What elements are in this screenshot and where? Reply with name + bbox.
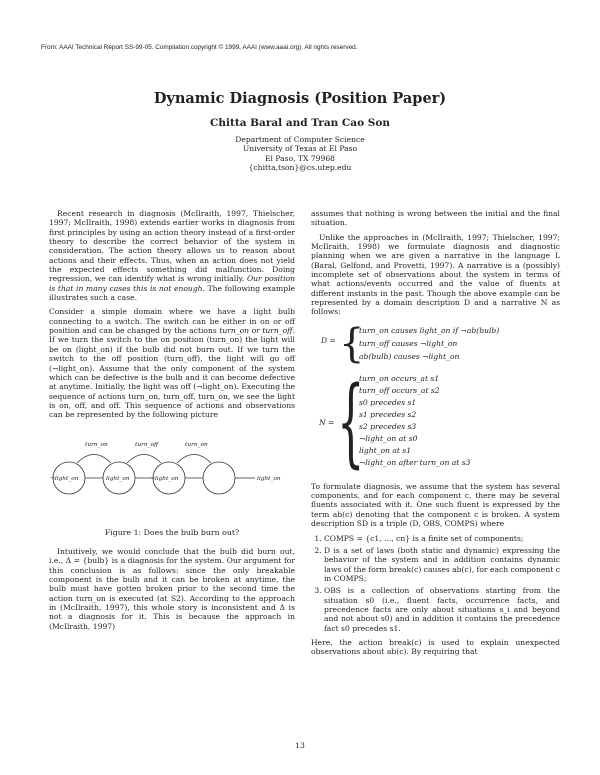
right-column bbox=[311, 209, 560, 662]
affiliation-line: University of Texas at El Paso bbox=[242, 144, 358, 154]
node-label: ¬light_on bbox=[50, 475, 79, 482]
action-label: turn_on bbox=[185, 441, 208, 448]
paragraph-intro bbox=[49, 209, 295, 302]
domain-law: turn_on causes light_on if ¬ab(bulb) bbox=[359, 325, 500, 335]
example-actions: turn_on or turn_off. bbox=[219, 326, 295, 336]
situation-node bbox=[203, 462, 235, 494]
paragraph-break-action: Here, the action break(c) is used to explain unexpected observations about ab(c). By requiring that bbox=[311, 637, 560, 657]
list-item: 1. COMPS = {c1, ..., cn} is a finite set of components; bbox=[324, 534, 560, 543]
figure-1 bbox=[49, 426, 295, 526]
domain-description bbox=[311, 322, 560, 368]
intro-text: Recent research in diagnosis (McIlraith, 1997, Thielscher, 1997; McIlraith, 1998) extends earlier works in diagnosis from first principles by using an action theory instead of a first-order theory to describe the correct behavior of the system in consideration. The action theory allows us to reason about actions and their effects. Thus, when an action does not yield the expected effects something did malfunction. Doing regression, we can identify what is wrong initially. bbox=[49, 209, 295, 284]
list-item: 3. OBS is a collection of observations starting from the situation s0 (i.e., fluent facts, occurrence facts, and precedence facts are only about situations s_i and beyond and not about s0) and in addition it contains the precedence fact s0 precedes s1. bbox=[324, 586, 560, 633]
copyright-header: From: AAAI Technical Report SS-99-05. Compilation copyright © 1999, AAAI (www.aaai.org). All rights reserved. bbox=[41, 44, 358, 51]
page-number: 13 bbox=[295, 741, 305, 750]
affiliation-email: {chitta,tson}@cs.utep.edu bbox=[248, 163, 352, 173]
narrative-fact: turn_on occurs_at s1 bbox=[359, 373, 440, 383]
left-column bbox=[49, 209, 295, 636]
affiliation-line: Department of Computer Science bbox=[235, 135, 365, 144]
node-label: light_on bbox=[106, 475, 130, 482]
figure-diagram bbox=[49, 426, 295, 526]
paragraph-example bbox=[49, 307, 295, 419]
definition-list bbox=[311, 534, 560, 633]
node-label: light_on bbox=[257, 475, 281, 482]
narrative-fact: ¬light_on after turn_on at s3 bbox=[359, 457, 471, 467]
action-label: turn_on bbox=[85, 441, 108, 448]
action-label: turn_off bbox=[135, 441, 159, 448]
domain-law: turn_off causes ¬light_on bbox=[359, 338, 458, 348]
narrative-fact: ¬light_on at s0 bbox=[359, 433, 418, 443]
brace: { bbox=[337, 365, 365, 478]
paragraph-approach: Unlike the approaches in (McIlraith, 1997; Thielscher, 1997; McIlraith, 1998) we formulate diagnosis and diagnostic planning when we are given a narrative in the language L (Baral, Gelfond, and Provetti, 1997). A narrative is a (possibly) incomplete set of observations about the system in terms of what actions/events occurred and the value of fluents at different instants in the past. Though the above example can be represented by a domain description D and a narrative N as follows: bbox=[311, 232, 560, 317]
affiliation bbox=[0, 135, 600, 173]
list-item: 2. D is a set of laws (both static and dynamic) expressing the behavior of the system and in addition contains dynamic laws of the form break(c) causes ab(c), for each component c in COMPS; bbox=[324, 546, 560, 583]
intro-text-end: The following example illustrates such a case. bbox=[49, 283, 295, 303]
domain-law: ab(bulb) causes ¬light_on bbox=[359, 351, 460, 361]
brace: { bbox=[339, 320, 365, 367]
paragraph-argument: Intuitively, we would conclude that the bulb did burn out, i.e., Δ = {bulb} is a diagnosis for the system. Our argument for this conclusion is as follows: since the only breakable component is the bulb and it can be broken at anytime, the bulb must have gotten broken prior to the second time the action turn_on is executed (at S2). According to the approach in (McIlraith, 1997), this whole story is inconsistent and Δ is not a diagnosis for it. This is because the approach in (McIlraith, 1997) bbox=[49, 546, 295, 631]
example-text: Consider a simple domain where we have a light bulb connecting to a switch. The switch can be either in on or off position and can be changed by the actions bbox=[49, 307, 295, 336]
narrative-fact: s2 precedes s3 bbox=[359, 421, 417, 431]
example-text-cont: If we turn the switch to the on position (turn_on) the light will be on (light_on) if the bulb did not burn out. If we turn the switch to the off position (turn_off), the light will go off (¬light_on). Assume that the only component of the system which can be defective is the bulb and it can become defective at anytime. Initially, the light was off (¬light_on). Executing the sequence of actions turn_on, turn_off, turn_on, we see the light is on, off, and off. This sequence of actions and observations can be represented by the following picture bbox=[49, 335, 295, 420]
narrative-fact: turn_off occurs_at s2 bbox=[359, 385, 440, 395]
authors: Chitta Baral and Tran Cao Son bbox=[210, 117, 390, 129]
symbol-D: D = bbox=[321, 335, 336, 345]
affiliation-line: El Paso, TX 79968 bbox=[264, 153, 336, 163]
figure-caption: Figure 1: Does the bulb burn out? bbox=[104, 527, 240, 537]
position-statement: Our position is that in many cases this is not enough. bbox=[49, 274, 295, 293]
narrative bbox=[311, 365, 560, 478]
paragraph-assumption: assumes that nothing is wrong between the initial and the final situation. bbox=[311, 209, 560, 228]
narrative-fact: s1 precedes s2 bbox=[359, 409, 417, 419]
narrative-fact: light_on at s1 bbox=[359, 445, 412, 455]
symbol-N: N = bbox=[319, 417, 335, 427]
paragraph-formulation: To formulate diagnosis, we assume that the system has several components, and for each component c, there may be several fluents associated with it. One such fluent is expressed by the term ab(c) denoting that the component c is broken. A system description SD is a triple (D, OBS, COMPS) where bbox=[311, 481, 560, 529]
narrative-fact: s0 precedes s1 bbox=[359, 397, 417, 407]
paper-title: Dynamic Diagnosis (Position Paper) bbox=[153, 90, 447, 107]
node-label: ¬light_on bbox=[150, 475, 179, 482]
